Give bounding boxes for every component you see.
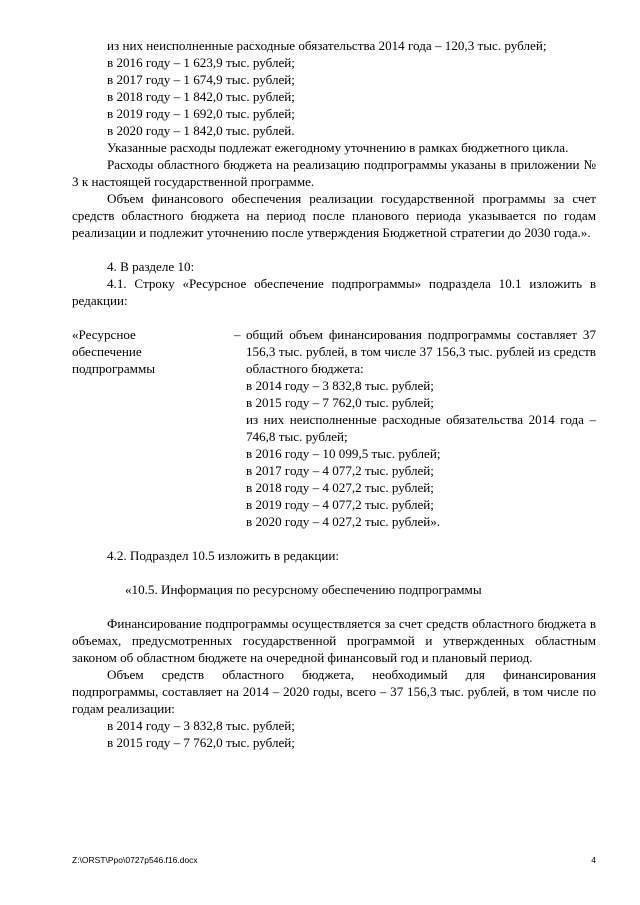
paragraph-annual-refinement: Указанные расходы подлежат ежегодному уточнению в рамках бюджетного цикла. <box>107 140 569 155</box>
page-number: 4 <box>591 855 596 865</box>
resource-label-line: подпрограммы <box>72 361 156 376</box>
resource-year-2017: в 2017 году – 4 077,2 тыс. рублей; <box>246 463 434 478</box>
spacer <box>72 241 596 258</box>
resource-dash: – <box>234 327 241 342</box>
list-item-year-2014: в 2014 году – 3 832,8 тыс. рублей; <box>107 718 295 733</box>
resource-provision-table <box>72 326 596 530</box>
list-item-year-2015: в 2015 году – 7 762,0 тыс. рублей; <box>107 735 295 750</box>
spacer <box>72 530 596 547</box>
paragraph-funding-volume: Объем финансового обеспечения реализации государственной программы за счет средств областного бюджета на период после планового периода указывается по годам реализации и подлежит уточнению после утверждения Бюджетной стратегии до 2030 года.». <box>72 191 596 240</box>
resource-year-2018: в 2018 году – 4 027,2 тыс. рублей; <box>246 480 434 495</box>
spacer <box>72 564 596 581</box>
list-item-year-2016: в 2016 году – 1 623,9 тыс. рублей; <box>107 55 295 70</box>
subsection-10-5-heading: «10.5. Информация по ресурсному обеспечению подпрограммы <box>125 582 482 597</box>
list-item-year-2020: в 2020 году – 1 842,0 тыс. рублей. <box>107 123 295 138</box>
resource-year-2015: в 2015 году – 7 762,0 тыс. рублей; <box>246 395 434 410</box>
resource-value-cell <box>246 326 596 530</box>
resource-label-line: «Ресурсное <box>72 327 136 342</box>
resource-year-2016: в 2016 году – 10 099,5 тыс. рублей; <box>246 446 441 461</box>
list-item-year-2019: в 2019 году – 1 692,0 тыс. рублей; <box>107 106 295 121</box>
paragraph-appendix-reference: Расходы областного бюджета на реализацию подпрограммы указаны в приложении № 3 к настоящей государственной программе. <box>72 157 596 189</box>
paragraph-financing: Финансирование подпрограммы осуществляется за счет средств областного бюджета в объемах, предусмотренных государственной программой и утвержденных областным законом об областном бюджете на очередной финансовый год и плановый период. <box>72 616 596 665</box>
resource-label-cell <box>72 326 234 530</box>
paragraph-needed-funds: Объем средств областного бюджета, необходимый для финансирования подпрограммы, составляет на 2014 – 2020 годы, всего – 37 156,3 тыс. рублей, в том числе по годам реализации: <box>72 667 596 716</box>
spacer <box>72 598 596 615</box>
item-4-1: 4.1. Строку «Ресурсное обеспечение подпрограммы» подраздела 10.1 изложить в редакции: <box>72 276 596 308</box>
list-item-year-2017: в 2017 году – 1 674,9 тыс. рублей; <box>107 72 295 87</box>
section-4-title: 4. В разделе 10: <box>107 259 195 274</box>
resource-year-2020: в 2020 году – 4 027,2 тыс. рублей». <box>246 514 441 529</box>
resource-total: общий объем финансирования подпрограммы составляет 37 156,3 тыс. рублей, в том числе 37 156,3 тыс. рублей из средств областного бюджета: <box>246 327 596 376</box>
spacer <box>72 309 596 326</box>
item-4-2: 4.2. Подраздел 10.5 изложить в редакции: <box>107 548 340 563</box>
paragraph-unfulfilled-2014: из них неисполненные расходные обязательства 2014 года – 120,3 тыс. рублей; <box>107 38 547 53</box>
document-page <box>72 37 596 751</box>
resource-year-2014: в 2014 году – 3 832,8 тыс. рублей; <box>246 378 434 393</box>
list-item-year-2018: в 2018 году – 1 842,0 тыс. рублей; <box>107 89 295 104</box>
resource-year-2019: в 2019 году – 4 077,2 тыс. рублей; <box>246 497 434 512</box>
resource-label-line: обеспечение <box>72 344 142 359</box>
page-footer <box>72 855 596 866</box>
resource-unfulfilled-2014: из них неисполненные расходные обязательства 2014 года – 746,8 тыс. рублей; <box>246 412 596 444</box>
footer-file-path: Z:\ORST\Ppo\0727p546.f16.docx <box>72 855 198 865</box>
